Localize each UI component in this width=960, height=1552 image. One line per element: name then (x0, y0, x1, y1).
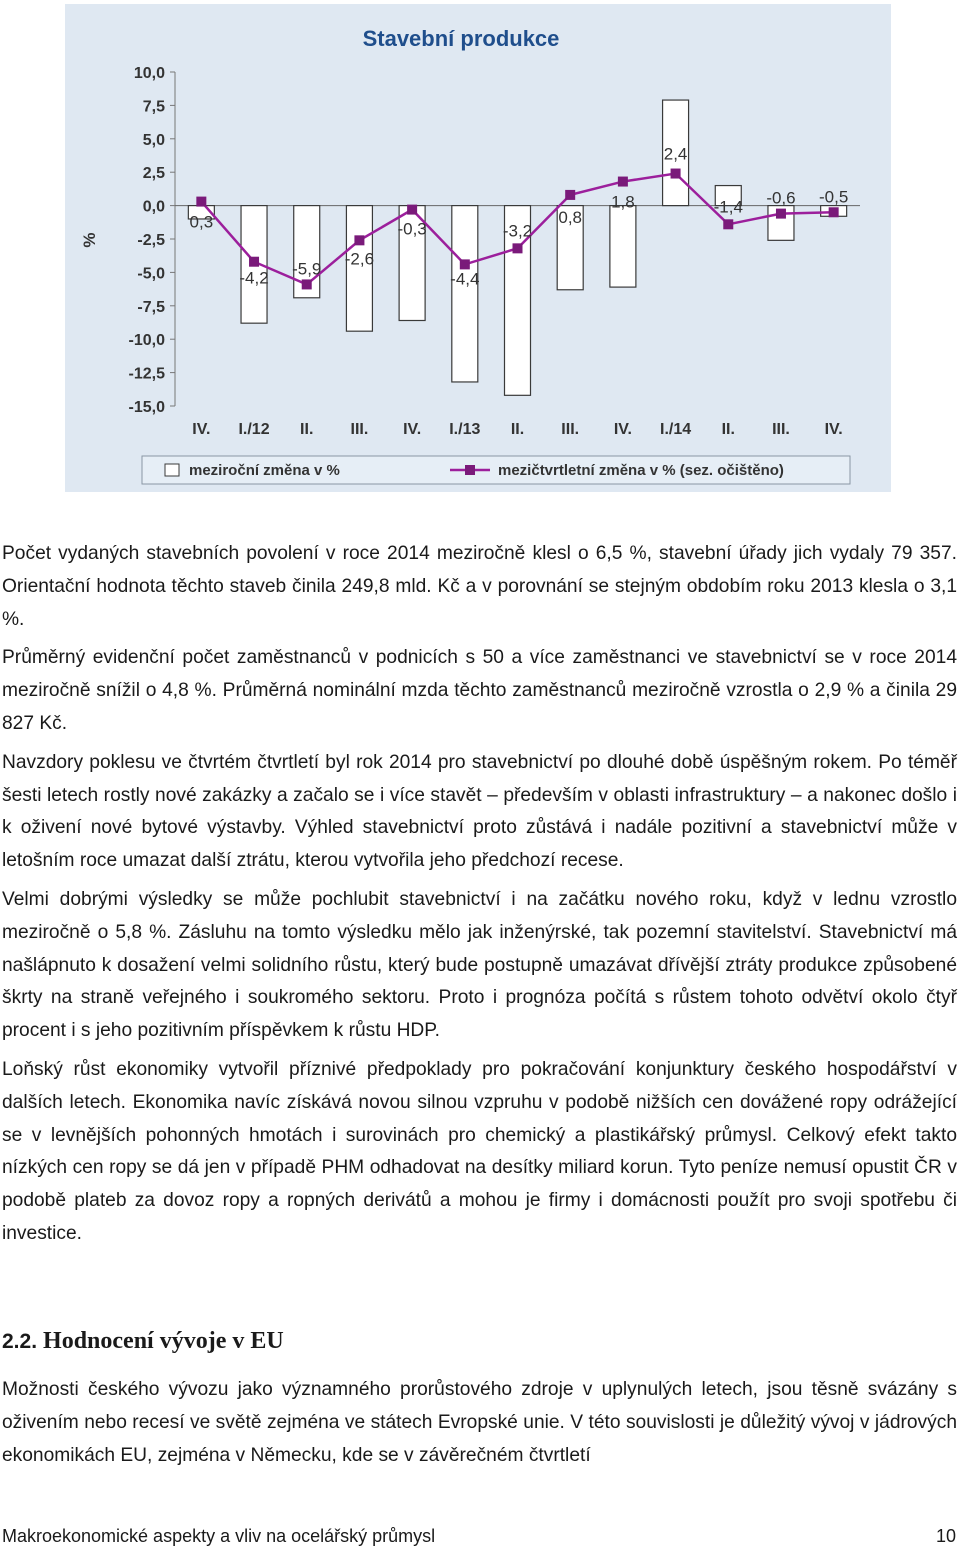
section-body (2, 1374, 957, 1472)
footer-title: Makroekonomické aspekty a vliv na ocelářský průmysl (2, 1526, 436, 1546)
data-label: 0,8 (558, 207, 583, 227)
section-heading (2, 1328, 284, 1355)
y-axis-label: % (80, 232, 99, 248)
x-tick-label: III. (772, 421, 790, 438)
x-tick-label: II. (510, 421, 525, 438)
y-tick-label: -10,0 (128, 332, 165, 350)
chart-figure (65, 4, 891, 492)
line-marker (460, 259, 470, 269)
x-tick-label: III. (561, 421, 580, 438)
x-tick-label: IV. (192, 421, 211, 438)
x-tick-label: II. (721, 421, 735, 438)
paragraph-eu: Možnosti českého vývozu jako významného prorůstového zdroje v uplynulých letech, jsou těsně svázány s oživením nebo recesí ve světě zejména ve státech Evropské unie. V této souvislosti je důležitý vývoj v jádrových ekonomikách EU, zejména v Německu, kde se v závěrečném čtvrtletí (2, 1379, 957, 1466)
paragraph-outlook: Navzdory poklesu ve čtvrtém čtvrtletí byl rok 2014 pro stavebnictví po dlouhé době úspěšným rokem. Po téměř šesti letech rostly nové zakázky a začalo se i více stavět – především v oblasti infrastruktury – a nakonec došlo i k oživení nové bytové výstavby. Výhled stavebnictví proto zůstává i nadále pozitivní a stavebnictví může v letošním roce umazat další ztrátu, kterou vytvořila jeho předchozí recese. (2, 751, 957, 872)
bar-yoy-change (610, 206, 636, 287)
page-number: 10 (935, 1526, 956, 1546)
line-marker (302, 279, 312, 289)
data-label: -0,6 (766, 188, 796, 208)
line-marker (196, 197, 206, 207)
legend-label-bar: meziroční změna v % (189, 462, 340, 479)
data-label: -0,3 (397, 219, 427, 239)
data-label: -4,4 (450, 269, 480, 289)
y-tick-label: 10,0 (133, 65, 165, 82)
data-label: -5,9 (292, 259, 322, 279)
x-tick-label: I./13 (449, 421, 481, 438)
y-tick-label: -7,5 (137, 298, 165, 316)
y-tick-label: 7,5 (142, 98, 165, 116)
y-tick-label: -5,0 (137, 265, 165, 283)
legend-swatch-marker (465, 465, 475, 475)
legend-swatch-bar (165, 464, 179, 476)
y-tick-label: 2,5 (142, 165, 165, 183)
paragraph-employment: Průměrný evidenční počet zaměstnanců v podnicích s 50 a více zaměstnanci ve stavebnictví se v roce 2014 meziročně snížil o 4,8 %. Průměrná nominální mzda těchto zaměstnanců meziročně vzrostla o 2,9 % a činila 29 827 Kč. (2, 647, 957, 734)
line-marker (513, 243, 523, 253)
data-label: -3,2 (502, 221, 533, 241)
y-tick-label: -15,0 (128, 399, 165, 416)
line-marker (671, 169, 681, 179)
x-tick-label: I./12 (238, 421, 270, 438)
paragraph-building-permits: Počet vydaných stavebních povolení v roce 2014 meziročně klesl o 6,5 %, stavební úřady jich vydaly 79 357. Orientační hodnota těchto staveb činila 249,8 mld. Kč a v porovnání se stejným obdobím roku 2013 klesla o 3,1 %. (2, 543, 957, 630)
line-marker (618, 177, 628, 187)
x-tick-label: II. (300, 421, 314, 438)
y-tick-label: 5,0 (142, 131, 165, 149)
data-label: -0,5 (819, 187, 849, 207)
y-tick-label: 0,0 (142, 198, 165, 216)
y-tick-label: -2,5 (137, 232, 165, 249)
line-marker (407, 205, 417, 215)
x-tick-label: IV. (403, 421, 422, 438)
y-tick-label: -12,5 (128, 365, 165, 383)
x-tick-label: IV. (613, 421, 632, 438)
legend-label-line: mezičtvrtletní změna v % (sez. očištěno) (498, 462, 784, 479)
paragraph-economy: Loňský růst ekonomiky vytvořil příznivé předpoklady pro pokračování konjunktury českého hospodářství v dalších letech. Ekonomika navíc získává novou silnou vzpruhu v podobě nižších cen dovážené ropy odrážející se v levnějších pohonných hmotách i surovinách pro chemický a plastikářský průmysl. Celkový efekt takto nízkých cen ropy se dá jen v případě PHM odhadovat na desítky miliard korun. Tyto peníze nemusí opustit ČR v podobě plateb za dovoz ropy a ropných derivátů a mohou je firmy i domácnosti použít pro svoji spotřebu či investice. (2, 1058, 957, 1244)
line-marker (565, 190, 575, 200)
line-marker (354, 235, 364, 245)
data-label: 2,4 (663, 144, 688, 164)
bar-yoy-change (344, 206, 375, 332)
construction-production-chart (65, 4, 891, 492)
data-label: -4,2 (239, 268, 269, 288)
line-marker (776, 209, 786, 219)
section-title: Hodnocení vývoje v EU (43, 1328, 284, 1354)
data-label: -2,6 (344, 249, 375, 269)
x-tick-label: I./14 (660, 421, 692, 438)
line-marker (723, 219, 733, 229)
data-label: 0,3 (189, 212, 214, 232)
data-label: -1,4 (713, 197, 743, 217)
paragraph-january: Velmi dobrými výsledky se může pochlubit stavebnictví i na začátku nového roku, když v lednu vzrostlo meziročně o 5,8 %. Zásluhu na tomto výsledku mělo jak inženýrské, tak pozemní stavitelství. Stavebnictví má našlápnuto k dosažení velmi solidního růstu, který bude postupně umazávat dřívější ztráty produkce způsobené škrty na straně veřejného i soukromého sektoru. Proto i prognóza počítá s růstem tohoto odvětví okolo čtyř procent i s jeho pozitivním příspěvkem k růstu HDP. (2, 888, 957, 1042)
section-number: 2.2. (2, 1330, 38, 1353)
chart-title: Stavební produkce (362, 26, 560, 51)
line-marker (249, 257, 259, 267)
bar-yoy-change (452, 206, 478, 382)
line-marker (829, 207, 839, 217)
body-text (2, 538, 957, 1257)
x-tick-label: III. (350, 421, 369, 438)
x-tick-label: IV. (824, 421, 843, 438)
page-footer (0, 1526, 960, 1552)
data-label: 1,8 (611, 192, 635, 212)
